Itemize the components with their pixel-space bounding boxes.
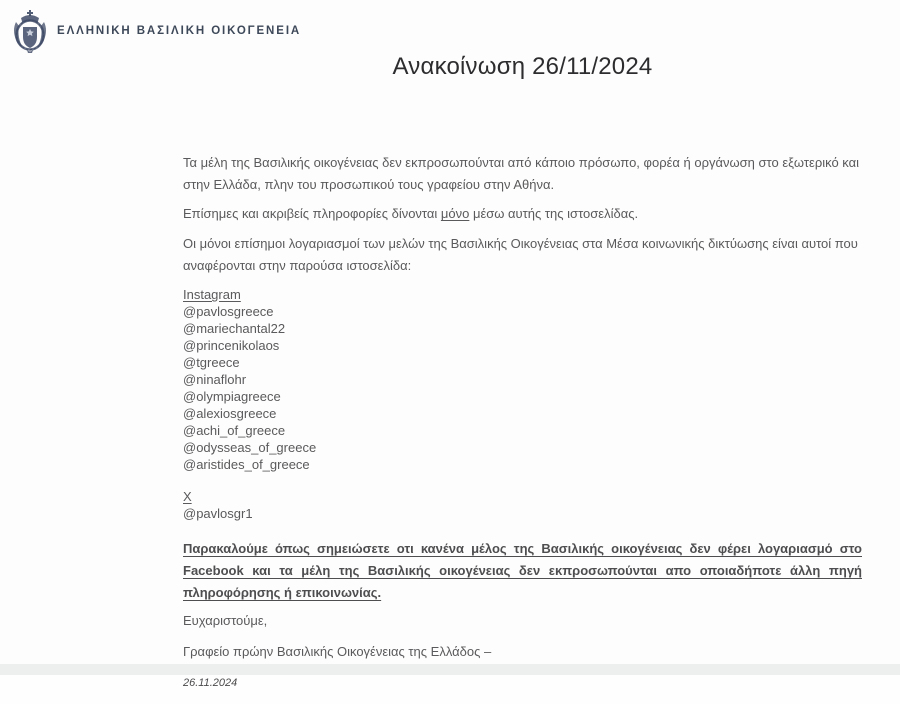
instagram-section-heading: Instagram [183,287,241,302]
brand-title[interactable]: ΕΛΛΗΝΙΚΗ ΒΑΣΙΛΙΚΗ ΟΙΚΟΓΕΝΕΙΑ [57,25,302,37]
paragraph-official-info-after: μέσω αυτής της ιστοσελίδας. [469,206,639,221]
instagram-account: @alexiosgreece [183,406,277,421]
footer-strip [0,664,900,675]
x-account: @pavlosgr1 [183,506,253,521]
closing-date: 26.11.2024 [183,677,238,689]
instagram-account: @tgreece [183,355,240,370]
x-section-heading: X [183,489,192,504]
instagram-account: @olympiagreece [183,389,281,404]
instagram-account: @princenikolaos [183,338,280,353]
paragraph-representation: Τα μέλη της Βασιλικής οικογένειας δεν εκπροσωπούνται από κάποιο πρόσωπο, φορέα ή οργάνωση στο εξωτερικό και στην Ελλάδα, πλην του προσωπικού τους γραφείου στην Αθήνα. [183,155,860,192]
instagram-account: @aristides_of_greece [183,457,310,472]
page-title: Ανακοίνωση 26/11/2024 [392,53,653,80]
paragraph-official-info [183,203,862,225]
royal-coat-of-arms-icon[interactable] [8,8,52,54]
paragraph-social-accounts: Οι μόνοι επίσημοι λογαριασμοί των μελών της Βασιλικής Οικογένειας στα Μέσα κοινωνικής δικτύωσης είναι αυτοί που αναφέρονται στην παρούσα ιστοσελίδα: [183,236,858,273]
paragraph-official-info-before: Επίσημες και ακριβείς πληροφορίες δίνονται [183,206,441,221]
paragraph-official-info-underlined: μόνο [440,206,470,221]
instagram-account: @ninaflohr [183,372,247,387]
instagram-account: @pavlosgreece [183,304,274,319]
closing-thanks: Ευχαριστούμε, [183,613,268,628]
facebook-disclaimer-notice: Παρακαλούμε όπως σημειώσετε οτι κανένα μέλος της Βασιλικής οικογένειας δεν φέρει λογαριασμό στο Facebook και τα μέλη της Βασιλικής οικογένειας δεν εκπροσωπούνται απο οποιαδήποτε άλλη πηγή πληροφόρησης ή επικοινωνίας. [183,541,862,600]
instagram-account: @odysseas_of_greece [183,440,317,455]
instagram-account: @achi_of_greece [183,423,286,438]
instagram-account: @mariechantal22 [183,321,286,336]
announcement-body [183,0,862,704]
closing-signature: Γραφείο πρώην Βασιλικής Οικογένειας της Ελλάδος – [183,644,492,659]
